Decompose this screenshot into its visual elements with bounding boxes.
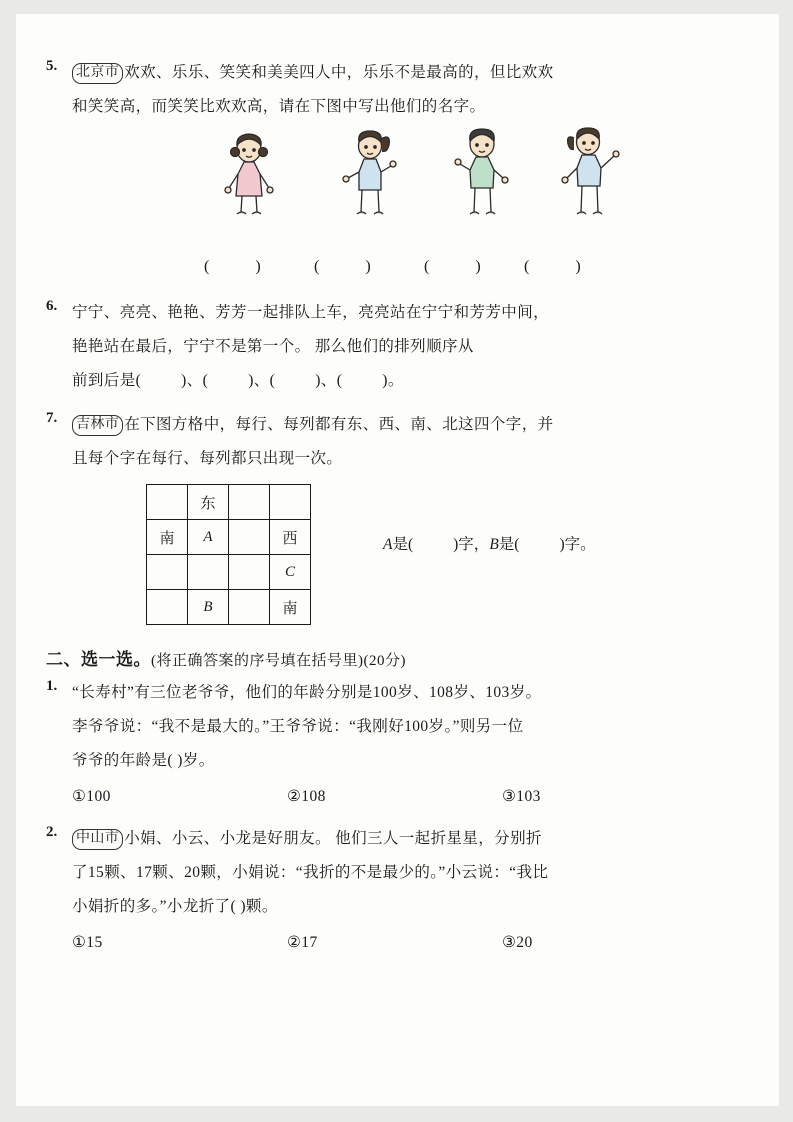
question-5-line2: 和笑笑高，而笑笑比欢欢高，请在下图中写出他们的名字。 (72, 98, 486, 115)
question-5 (46, 56, 746, 284)
question-6-line1: 宁宁、亮亮、艳艳、芳芳一起排队上车，亮亮站在宁宁和芳芳中间， (72, 304, 550, 321)
question-7 (46, 408, 746, 625)
question-7-text-c: )字， (453, 536, 490, 553)
question-7-figure (146, 484, 746, 625)
question-7-line1 (72, 408, 746, 442)
answer-blank-4[interactable]: ( ) (524, 258, 582, 275)
choice-question-2-line1-text: 小娟、小云、小龙是好朋友。 他们三人一起折星星，分别折 (124, 830, 542, 847)
grid-row-2 (147, 520, 311, 555)
question-6-line3 (72, 364, 746, 398)
grid-row-4 (147, 590, 311, 625)
grid-row-3 (147, 555, 311, 590)
choice-question-1-line1: “长寿村”有三位老爷爷，他们的年龄分别是100岁、108岁、103岁。 (72, 684, 542, 701)
figure-child-2 (334, 126, 404, 212)
question-5-answer-blanks (46, 258, 746, 284)
question-7-text-e: 是( (498, 536, 520, 553)
choice-question-2-line3: 小娟折的多。”小龙折了( )颗。 (72, 898, 278, 915)
grid-cell-r4c3[interactable] (229, 590, 270, 625)
option-2-b[interactable]: ②17 (287, 934, 318, 951)
grid-cell-r4c4[interactable]: 南 (270, 590, 311, 625)
figure-child-3 (446, 124, 516, 210)
choice-question-2 (46, 822, 746, 960)
question-6-line3-mid3: )、( (315, 372, 343, 389)
city-tag-jilin: 吉林市 (72, 415, 123, 436)
grid-cell-r4c1[interactable] (147, 590, 188, 625)
question-5-line1 (72, 56, 746, 90)
question-5-line1-text: 欢欢、乐乐、笑笑和美美四人中，乐乐不是最高的，但比欢欢 (124, 64, 554, 81)
page-edge-top (0, 0, 793, 14)
question-6-line3-mid1: )、( (181, 372, 209, 389)
option-1-b[interactable]: ②108 (287, 788, 326, 805)
figure-child-1 (214, 130, 284, 216)
section-2-title-sub: (将正确答案的序号填在括号里)(20分) (151, 653, 406, 669)
grid-cell-r3c3[interactable] (229, 555, 270, 590)
question-7-label-b: B (489, 536, 499, 553)
grid-cell-r2c1[interactable]: 南 (147, 520, 188, 555)
choice-question-2-number: 2. (46, 824, 58, 840)
choice-question-1 (46, 676, 746, 814)
question-7-answer-line (383, 532, 596, 554)
page-edge-bottom (0, 1106, 793, 1122)
section-2-title (46, 645, 746, 670)
page-edge-right (779, 0, 793, 1122)
answer-blank-1[interactable]: ( ) (204, 258, 262, 275)
option-1-a[interactable]: ①100 (72, 788, 111, 805)
figure-child-4 (554, 122, 624, 208)
question-7-text-f: )字。 (559, 536, 596, 553)
option-1-c[interactable]: ③103 (502, 788, 541, 805)
question-6-line2: 艳艳站在最后，宁宁不是第一个。 那么他们的排列顺序从 (72, 338, 474, 355)
grid-cell-r1c2[interactable]: 东 (188, 485, 229, 520)
choice-question-1-number: 1. (46, 678, 58, 694)
question-7-line1-text: 在下图方格中，每行、每列都有东、西、南、北这四个字，并 (124, 416, 554, 433)
question-5-number: 5. (46, 58, 58, 74)
choice-question-1-line3: 爷爷的年龄是( )岁。 (72, 752, 215, 769)
grid-cell-r2c3[interactable] (229, 520, 270, 555)
grid-cell-r4c2[interactable]: B (188, 590, 229, 625)
question-6-line3-pre: 前到后是( (72, 372, 142, 389)
grid-row-1 (147, 485, 311, 520)
grid-cell-r3c2[interactable] (188, 555, 229, 590)
direction-grid (146, 484, 311, 625)
grid-cell-r2c2[interactable]: A (188, 520, 229, 555)
choice-question-1-options (72, 780, 746, 814)
city-tag-beijing: 北京市 (72, 63, 123, 84)
city-tag-zhongshan: 中山市 (72, 829, 123, 850)
question-5-figure (46, 130, 746, 258)
page-edge-left (0, 0, 16, 1122)
question-7-text-b: 是( (392, 536, 414, 553)
answer-blank-3[interactable]: ( ) (424, 258, 482, 275)
choice-question-2-options (72, 926, 746, 960)
question-6 (46, 296, 746, 398)
grid-cell-r2c4[interactable]: 西 (270, 520, 311, 555)
answer-blank-2[interactable]: ( ) (314, 258, 372, 275)
choice-question-1-line2: 李爷爷说：“我不是最大的。”王爷爷说：“我刚好100岁。”则另一位 (72, 718, 524, 735)
grid-cell-r1c1[interactable] (147, 485, 188, 520)
question-6-line3-end: )。 (382, 372, 404, 389)
grid-cell-r1c4[interactable] (270, 485, 311, 520)
grid-cell-r3c1[interactable] (147, 555, 188, 590)
choice-question-2-line2: 了15颗、17颗、20颗，小娟说：“我折的不是最少的。”小云说：“我比 (72, 864, 549, 881)
question-6-line3-mid2: )、( (248, 372, 276, 389)
grid-cell-r1c3[interactable] (229, 485, 270, 520)
section-2-title-main: 二、选一选。 (46, 650, 151, 669)
option-2-c[interactable]: ③20 (502, 934, 533, 951)
question-7-label-a: A (383, 536, 393, 553)
worksheet-content (46, 56, 746, 966)
question-7-number: 7. (46, 410, 58, 426)
question-7-line2: 且每个字在每行、每列都只出现一次。 (72, 450, 343, 467)
question-6-number: 6. (46, 298, 58, 314)
grid-cell-r3c4[interactable]: C (270, 555, 311, 590)
choice-question-2-line1 (72, 822, 746, 856)
option-2-a[interactable]: ①15 (72, 934, 103, 951)
